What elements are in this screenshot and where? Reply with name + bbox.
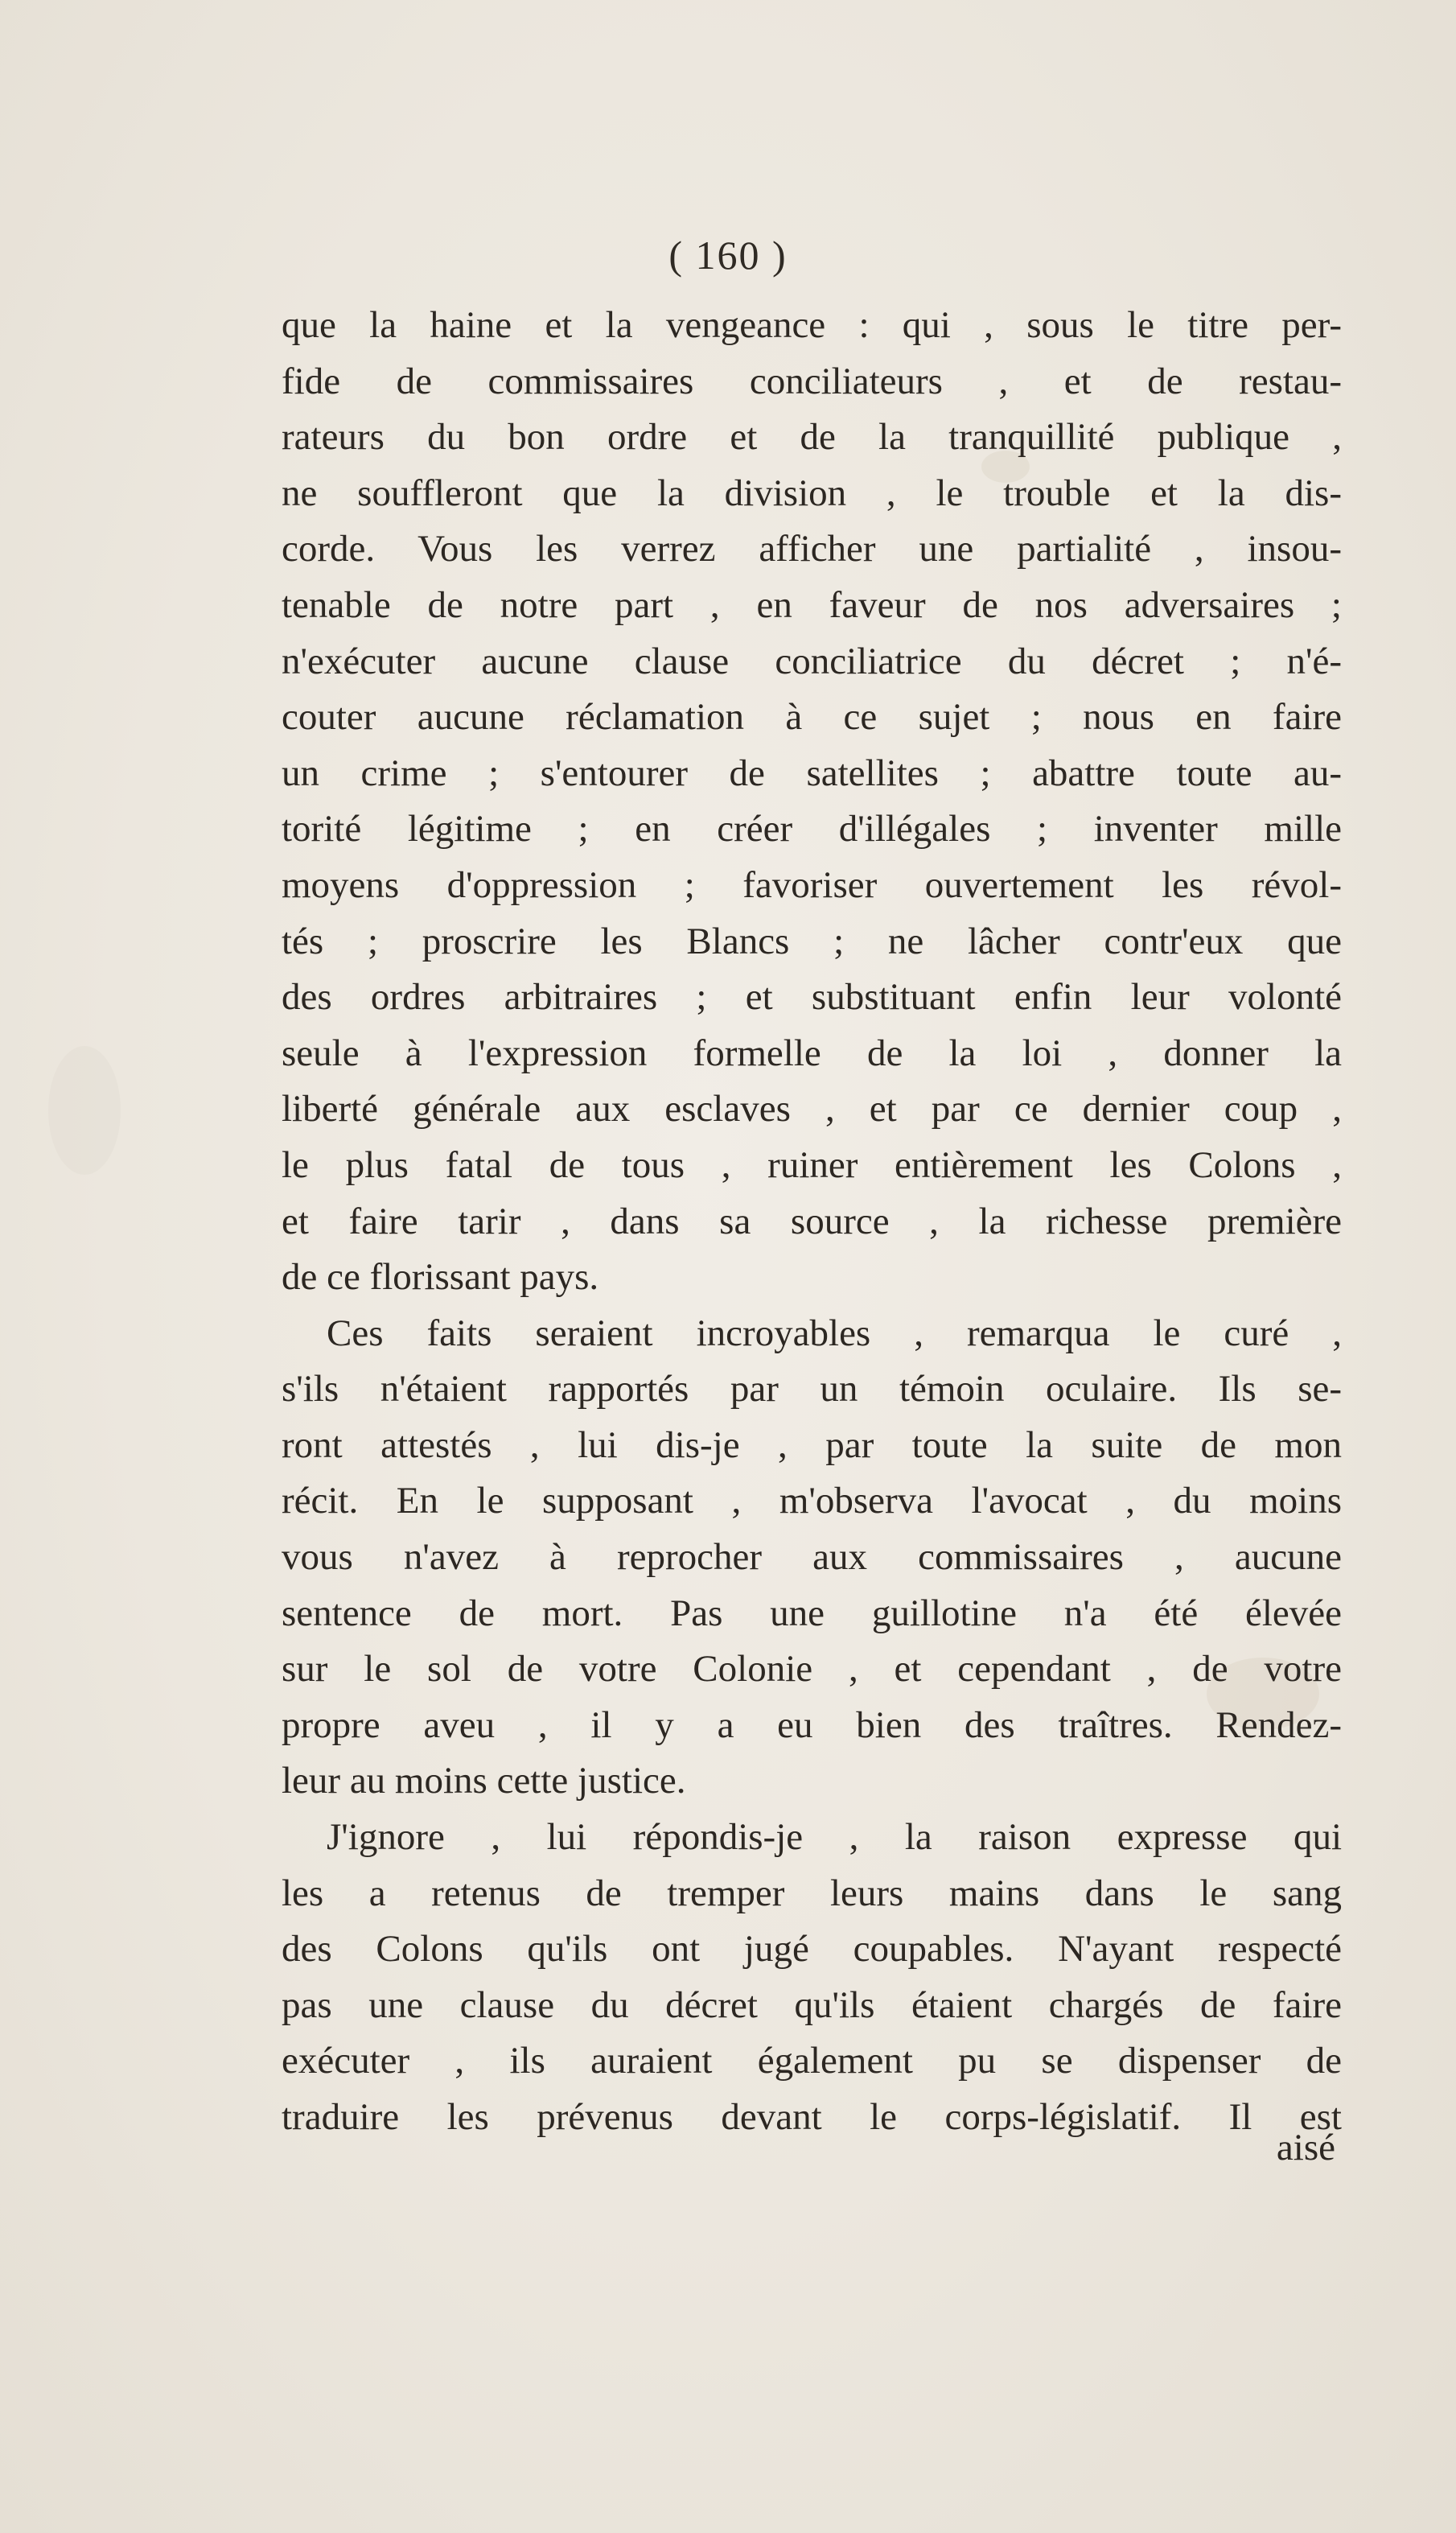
text-line: Ces faits seraient incroyables , remarqua le curé , <box>327 1312 1342 1354</box>
text-line: tés ; proscrire les Blancs ; ne lâcher contr'eux que <box>282 920 1342 962</box>
text-line: les a retenus de tremper leurs mains dans le sang <box>282 1872 1342 1914</box>
text-line: s'ils n'étaient rapportés par un témoin oculaire. Ils se- <box>282 1368 1342 1411</box>
text-line: ne souffleront que la division , le trouble et la dis- <box>282 472 1342 514</box>
text-line: ront attestés , lui dis-je , par toute la suite de mon <box>282 1423 1342 1466</box>
text-line: un crime ; s'entourer de satellites ; abattre toute au- <box>282 752 1342 794</box>
text-line: fide de commissaires conciliateurs , et de restau- <box>282 360 1342 402</box>
text-line: moyens d'oppression ; favoriser ouvertement les révol- <box>282 863 1342 906</box>
text-line: tenable de notre part , en faveur de nos adversaires ; <box>282 583 1342 626</box>
text-line: leur au moins cette justice. <box>282 1760 686 1802</box>
catchword: aisé <box>1276 2127 1335 2168</box>
text-line: des Colons qu'ils ont jugé coupables. N'ayant respecté <box>282 1928 1342 1971</box>
text-line: exécuter , ils auraient également pu se dispenser de <box>282 2040 1342 2082</box>
text-line: J'ignore , lui répondis-je , la raison expresse qui <box>327 1816 1342 1859</box>
text-line: seule à l'expression formelle de la loi , donner la <box>282 1032 1342 1074</box>
text-line: corde. Vous les verrez afficher une partialité , insou- <box>282 528 1342 570</box>
text-line: récit. En le supposant , m'observa l'avocat , du moins <box>282 1480 1342 1522</box>
text-line: propre aveu , il y a eu bien des traîtres. Rendez- <box>282 1703 1342 1746</box>
text-line: et faire tarir , dans sa source , la richesse première <box>282 1200 1342 1242</box>
paper-stain <box>48 1046 121 1175</box>
text-line: sur le sol de votre Colonie , et cependant , de votre <box>282 1648 1342 1691</box>
text-line: que la haine et la vengeance : qui , sous le titre per- <box>282 304 1342 346</box>
text-line: le plus fatal de tous , ruiner entièrement les Colons , <box>282 1143 1342 1186</box>
text-line: sentence de mort. Pas une guillotine n'a été élevée <box>282 1592 1342 1634</box>
body-text <box>282 298 1342 2146</box>
text-line: n'exécuter aucune clause conciliatrice du décret ; n'é- <box>282 640 1342 682</box>
text-line: couter aucune réclamation à ce sujet ; nous en faire <box>282 696 1342 739</box>
text-line: rateurs du bon ordre et de la tranquillité publique , <box>282 416 1342 459</box>
text-line: vous n'avez à reprocher aux commissaires , aucune <box>282 1536 1342 1579</box>
text-line: des ordres arbitraires ; et substituant enfin leur volonté <box>282 976 1342 1019</box>
text-line: traduire les prévenus devant le corps-législatif. Il est <box>282 2096 1342 2138</box>
text-line: liberté générale aux esclaves , et par ce dernier coup , <box>282 1088 1342 1131</box>
page-number: ( 160 ) <box>668 233 788 278</box>
text-line: pas une clause du décret qu'ils étaient chargés de faire <box>282 1983 1342 2026</box>
text-line: de ce florissant pays. <box>282 1256 599 1299</box>
text-line: torité légitime ; en créer d'illégales ; inventer mille <box>282 808 1342 851</box>
